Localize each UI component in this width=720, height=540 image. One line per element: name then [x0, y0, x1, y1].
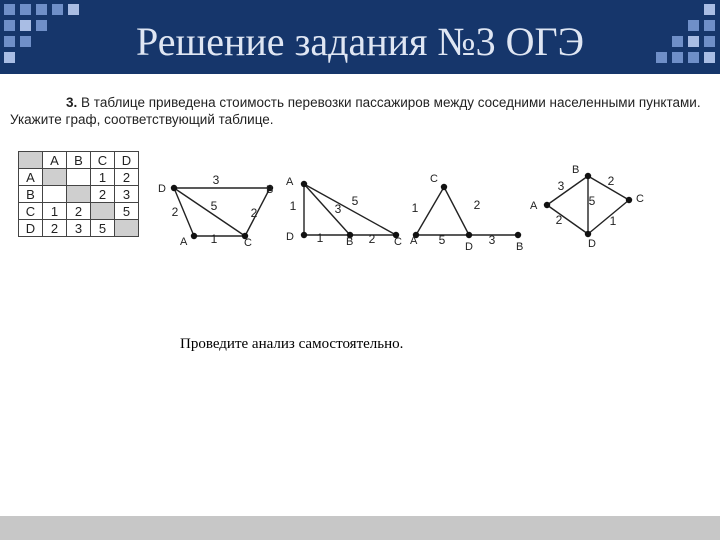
node-label: B [346, 236, 354, 248]
table-cell [67, 169, 91, 186]
edge-weight: 1 [289, 199, 297, 213]
graph-edge [304, 184, 350, 235]
node-label: C [430, 173, 438, 185]
table-column-header: B [67, 152, 91, 169]
edge-weight: 2 [555, 213, 563, 227]
graph-node [585, 173, 591, 179]
edge-weight: 2 [473, 198, 481, 212]
edge-weight: 5 [351, 194, 359, 208]
graph-node [585, 231, 591, 237]
edge-weight: 5 [438, 233, 446, 247]
table-corner-cell [19, 152, 43, 169]
table-cell: 5 [91, 220, 115, 237]
table-row [19, 186, 139, 203]
node-label: A [410, 235, 418, 247]
edge-weight: 1 [609, 214, 617, 228]
table-cell: 2 [115, 169, 139, 186]
task-statement [10, 94, 710, 128]
decor-square [52, 4, 63, 15]
graph-options [150, 165, 660, 255]
edge-weight: 2 [368, 232, 376, 246]
table-header-row [19, 152, 139, 169]
table-cell: 3 [115, 186, 139, 203]
table-cell: 2 [43, 220, 67, 237]
table-cell [115, 220, 139, 237]
node-label: D [158, 183, 166, 195]
table-cell [43, 169, 67, 186]
graph-option-4 [530, 165, 644, 250]
node-label: C [394, 236, 402, 248]
decor-square [4, 4, 15, 15]
graph-node [191, 233, 197, 239]
decor-square [36, 4, 47, 15]
table-row [19, 220, 139, 237]
edge-weight: 3 [334, 202, 342, 216]
edge-weight: 3 [557, 179, 565, 193]
edge-weight: 5 [210, 199, 218, 213]
graph-node [171, 185, 177, 191]
node-label: B [266, 184, 274, 196]
node-label: B [516, 241, 524, 253]
table-cell: 1 [43, 203, 67, 220]
node-label: D [465, 241, 473, 253]
table-row [19, 203, 139, 220]
graph-node [626, 197, 632, 203]
table-column-header: A [43, 152, 67, 169]
graph-edge [547, 176, 588, 205]
edge-weight: 2 [607, 174, 615, 188]
node-label: C [244, 237, 252, 249]
edge-weight: 2 [171, 205, 179, 219]
table-row [19, 169, 139, 186]
graph-node [441, 184, 447, 190]
edge-weight: 2 [250, 206, 258, 220]
decor-square [20, 4, 31, 15]
graph-node [515, 232, 521, 238]
node-label: A [530, 200, 538, 212]
table-cell [67, 186, 91, 203]
analysis-note: Проведите анализ самостоятельно. [180, 336, 404, 352]
task-number: 3. [66, 95, 78, 110]
graph-node [544, 202, 550, 208]
node-label: A [286, 176, 294, 188]
task-text: В таблице приведена стоимость перевозки пассажиров между соседними населенными пунктами. Укажите граф, соответствующий таблице. [10, 95, 701, 127]
node-label: B [572, 165, 580, 176]
table-column-header: D [115, 152, 139, 169]
table-row-header: C [19, 203, 43, 220]
node-label: D [286, 231, 294, 243]
graph-edge [416, 187, 444, 235]
table-cell: 2 [67, 203, 91, 220]
graph-node [466, 232, 472, 238]
page-title: Решение задания №3 ОГЭ [135, 19, 585, 64]
table-cell [43, 186, 67, 203]
node-label: C [636, 193, 644, 205]
decor-square [704, 4, 715, 15]
table-row-header: A [19, 169, 43, 186]
graph-node [301, 232, 307, 238]
edge-weight: 1 [411, 201, 419, 215]
edge-weight: 3 [212, 173, 220, 187]
header-bar [0, 0, 720, 74]
node-label: A [180, 236, 188, 248]
footer-bar [0, 516, 720, 540]
table-cell: 1 [91, 169, 115, 186]
cost-table [18, 151, 139, 237]
edge-weight: 1 [316, 231, 324, 245]
table-cell: 2 [91, 186, 115, 203]
table-cell: 5 [115, 203, 139, 220]
graph-edge [304, 184, 396, 235]
table-column-header: C [91, 152, 115, 169]
table-row-header: B [19, 186, 43, 203]
graph-edge [444, 187, 469, 235]
table-cell [91, 203, 115, 220]
edge-weight: 1 [210, 232, 218, 246]
edge-weight: 3 [488, 233, 496, 247]
decor-square [68, 4, 79, 15]
graph-edge [547, 205, 588, 234]
graph-node [301, 181, 307, 187]
graph-option-3 [410, 173, 523, 253]
graph-option-1 [158, 173, 273, 249]
table-row-header: D [19, 220, 43, 237]
node-label: D [588, 238, 596, 250]
edge-weight: 5 [588, 194, 596, 208]
graph-option-2 [286, 176, 402, 248]
table-cell: 3 [67, 220, 91, 237]
